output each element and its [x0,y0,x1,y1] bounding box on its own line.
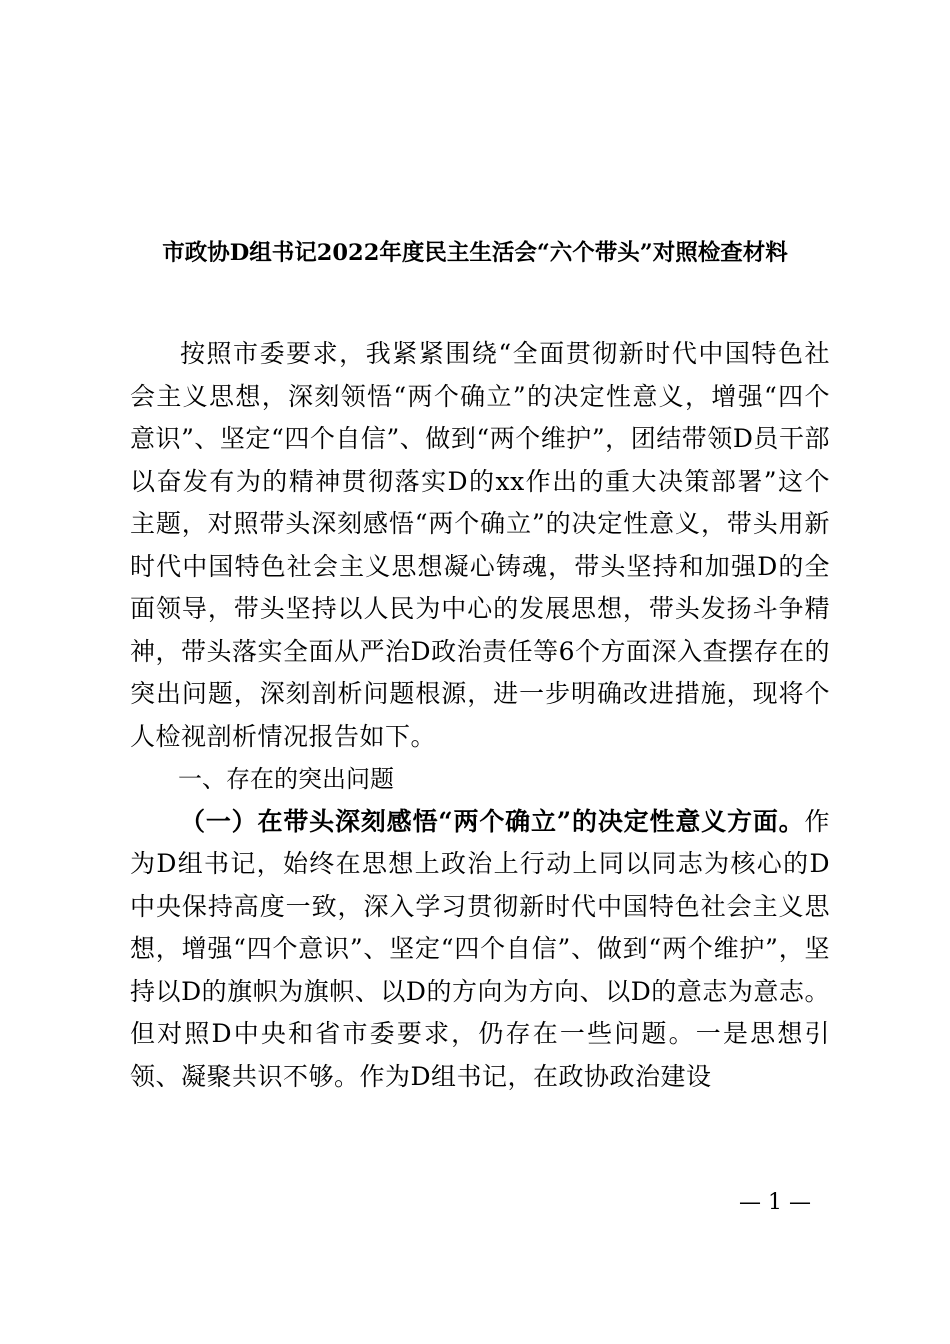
document-body [130,333,830,1098]
subsection-paragraph [130,801,830,1099]
document-title: 市政协D组书记2022年度民主生活会“六个带头”对照检查材料 [162,240,788,266]
subsection-heading: （一）在带头深刻感悟“两个确立”的决定性意义方面。 [180,806,805,836]
subsection-text: 作为D组书记，始终在思想上政治上行动上同以同志为核心的D中央保持高度一致，深入学习贯彻新时代中国特色社会主义思想，增强“四个意识”、坚定“四个自信”、做到“两个维护”，坚持以D的旗帜为旗帜、以D的方向为方向、以D的意志为意志。但对照D中央和省市委要求，仍存在一些问题。一是思想引领、凝聚共识不够。作为D组书记，在政协政治建设 [130,806,830,1091]
page-number: — 1 — [739,1190,811,1215]
intro-paragraph: 按照市委要求，我紧紧围绕“全面贯彻新时代中国特色社会主义思想，深刻领悟“两个确立”的决定性意义，增强“四个意识”、坚定“四个自信”、做到“两个维护”，团结带领D员干部以奋发有为的精神贯彻落实D的xx作出的重大决策部署”这个主题，对照带头深刻感悟“两个确立”的决定性意义，带头用新时代中国特色社会主义思想凝心铸魂，带头坚持和加强D的全面领导，带头坚持以人民为中心的发展思想，带头发扬斗争精神，带头落实全面从严治D政治责任等6个方面深入查摆存在的突出问题，深刻剖析问题根源，进一步明确改进措施，现将个人检视剖析情况报告如下。 [130,339,830,751]
section-heading-problems: 一、存在的突出问题 [178,765,394,793]
